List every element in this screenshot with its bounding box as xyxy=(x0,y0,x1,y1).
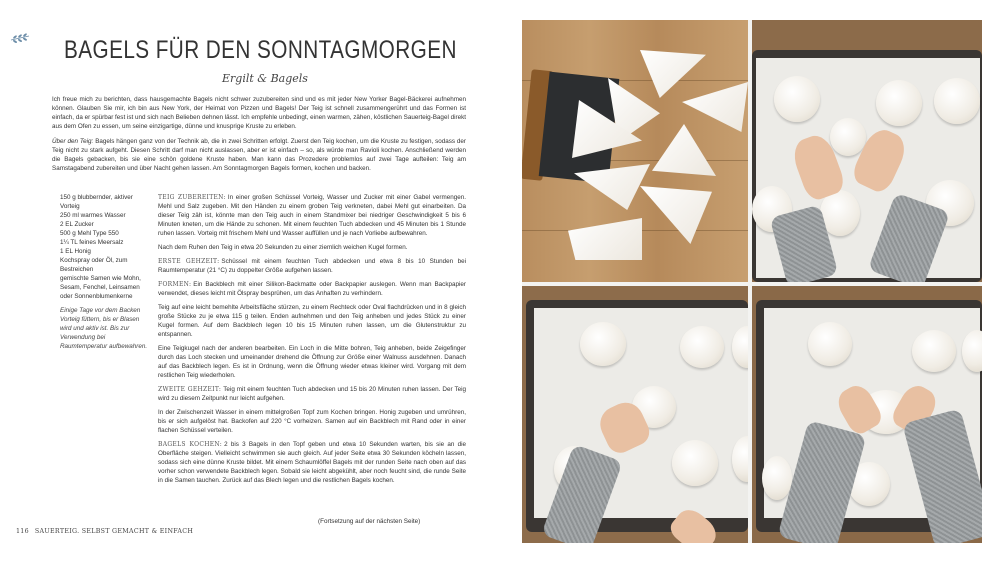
side-note: Einige Tage vor dem Backen Vorteig füttern, bis er Blasen wird und aktiv ist. Bis zur Verwendung bei Raumtemperatur aufbewahren. xyxy=(60,307,148,350)
continued-note: (Fortsetzung auf der nächsten Seite) xyxy=(318,518,421,525)
step-label: FORMEN: xyxy=(158,281,192,288)
ingredient-item: 1¼ TL feines Meersalz xyxy=(60,239,124,246)
intro-paragraph: Ich freue mich zu berichten, dass hausgemachte Bagels nicht schwer zuzubereiten sind und es mit jeder New Yorker Bagel-Bäckerei aufnehmen können. Glauben Sie mir, ich bin aus New York, der Heimat von Pizzen und Bagels! Der Teig ist schnell zusammengerührt und das Formen ist einfach, da er spürbar fest ist und sich nach Belieben dehnen lässt. Ich empfehle unbedingt, einen warmen, zähen, köstlichen Sauerteig-Bagel direkt aus dem Ofen zu essen, um seine einzigartige, dünne und knusprige Kruste zu erleben. xyxy=(52,96,466,130)
step-text: Teig mit einem feuchten Tuch abdecken und 15 bis 20 Minuten ruhen lassen. Der Teig wird zu diesem Zeitpunkt nur leicht aufgehen. xyxy=(158,386,467,402)
dough-note-paragraph xyxy=(52,137,466,173)
step-text: Teig auf eine leicht bemehlte Arbeitsfläche stürzen, zu einem Rechteck oder Oval flachdrücken und in 8 gleich große Stücke zu je etwa 115 g teilen. Enden aufnehmen und den Teig anheben und jedes Stück zu einer Kugel formen. Auf dem Backblech legen 10 bis 15 Minuten ruhen lassen, um die Glutenstruktur zu entspannen. xyxy=(158,304,466,338)
photo-dough-wedges xyxy=(522,20,748,282)
instruction-step xyxy=(158,243,466,252)
instruction-step xyxy=(158,193,466,238)
ingredient-item: 250 ml warmes Wasser xyxy=(60,212,126,219)
instructions xyxy=(158,193,466,490)
step-text: Eine Teigkugel nach der anderen bearbeiten. Ein Loch in die Mitte bohren, Teig anheben, beide Zeigefinger durch das Loch stecken und umeinander drehend die Öffnung zur Größe einer Walnuss ausdehnen. Danach auf das Backblech legen. Es ist in Ordnung, wenn die Öffnung wieder etwas kleiner wird. Vorgang mit dem restlichen Teig wiederholen. xyxy=(158,345,466,379)
step-label: BAGELS KOCHEN: xyxy=(158,441,223,448)
ingredient-item: 1 EL Honig xyxy=(60,248,91,255)
photo-shaping-balls xyxy=(752,20,982,282)
step-label: ZWEITE GEHZEIT: xyxy=(158,386,222,393)
step-text: 2 bis 3 Bagels in den Topf geben und etwa 10 Sekunden warten, bis sie an die Oberfläche steigen. Vielleicht schwimmen sie auch gleich. Auf jeder Seite etwa 30 Sekunden köcheln lassen, sodass sich eine dünne Kruste bildet. Mit einem Schaumlöffel Bagels mit der runden Seite nach oben auf das vorher schon verwendete Backblech legen. Sobald sie leicht abgekühlt, aber noch feucht sind, die runde Seite in die Samen tauchen. Zurück auf das Blech legen und die restlichen Bagels kochen. xyxy=(158,441,466,484)
instruction-step xyxy=(158,257,466,275)
step-text: Ein Backblech mit einer Silikon-Backmatte oder Backpapier auslegen. Wenn man Backpapier verwendet, dieses leicht mit Ölspray besprühen, um das Anhaften zu verhindern. xyxy=(158,281,466,297)
ingredient-item: 2 EL Zucker xyxy=(60,221,94,228)
ingredient-item: 150 g blubbernder, aktiver Vorteig xyxy=(60,194,133,210)
page-number: 116 xyxy=(16,528,29,535)
instruction-step xyxy=(158,344,466,380)
recipe-author: Ergilt & Bagels xyxy=(222,72,308,85)
ingredient-item: 500 g Mehl Type 550 xyxy=(60,230,119,237)
instruction-step xyxy=(158,303,466,339)
ingredient-item: Kochspray oder Öl, zum Bestreichen xyxy=(60,257,128,273)
instruction-step xyxy=(158,408,466,435)
recipe-title: BAGELS FÜR DEN SONNTAGMORGEN xyxy=(64,36,457,64)
running-title: SAUERTEIG. SELBST GEMACHT & EINFACH xyxy=(34,528,194,535)
dough-note-label: Über den Teig: xyxy=(52,138,94,145)
page-footer xyxy=(16,528,193,535)
ingredient-item: gemischte Samen wie Mohn, Sesam, Fenchel, Leinsamen oder Sonnenblumenkerne xyxy=(60,275,141,300)
ingredient-list xyxy=(60,193,148,301)
leaf-sprig-icon xyxy=(10,28,30,48)
step-text: Schüssel mit einem feuchten Tuch abdecken und etwa 8 bis 10 Stunden bei Raumtemperatur (21 °C) zu doppelter Größe aufgehen lassen. xyxy=(158,258,466,274)
step-text: Nach dem Ruhen den Teig in etwa 20 Sekunden zu einer ziemlich weichen Kugel formen. xyxy=(158,244,408,251)
instruction-step xyxy=(158,440,466,485)
step-label: TEIG ZUBEREITEN: xyxy=(158,194,226,201)
step-text: In einer großen Schüssel Vorteig, Wasser und Zucker mit einer Gabel vermengen. Mehl und Salz zugeben. Mit den Händen zu einem groben Teig verkneten, dabei Mehl gut einarbeiten. Da dieser Teig zäh ist, könnte man den Teig auch in einem Standmixer bei niedriger Geschwindigkeit 5 bis 6 Minuten kneten, um die Hände zu schonen. Mit einem feuchten Tuch abdecken und 45 Minuten bis 1 Stunde ruhen lassen. Vorteig mit frischem Mehl und Wasser auffüllen und je nach Vorliebe aufbewahren. xyxy=(158,194,466,237)
photo-stretching-ring xyxy=(752,286,982,543)
step-label: ERSTE GEHZEIT: xyxy=(158,258,220,265)
instruction-step xyxy=(158,385,466,403)
step-text: In der Zwischenzeit Wasser in einem mittelgroßen Topf zum Kochen bringen. Honig zugeben und umrühren, bis er sich aufgelöst hat. Backofen auf 220 °C vorheizen. Samen auf ein Backblech mit Rand oder in einer flachen Schüssel verteilen. xyxy=(158,409,466,434)
photo-poking-hole xyxy=(522,286,748,543)
photo-grid xyxy=(522,20,982,543)
dough-note-text: Bagels hängen ganz von der Technik ab, die in zwei Schritten erfolgt. Zuerst den Teig kochen, um die Kruste zu festigen, sodass der Teig nicht zu stark aufgeht. Diesen Schritt darf man nicht auslassen, aber er ist einfach – so, als würde man Ravioli kochen. Anschließend werden die Bagels gebacken, bis sie eine schön goldene Kruste haben. Man kann das Prozedere problemlos auf zwei Tage aufteilen: Teig am Samstagabend zubereiten und über Nacht gehen lassen. Am Sonntagmorgen Bagels formen, kochen und backen. xyxy=(52,138,467,172)
instruction-step xyxy=(158,280,466,298)
